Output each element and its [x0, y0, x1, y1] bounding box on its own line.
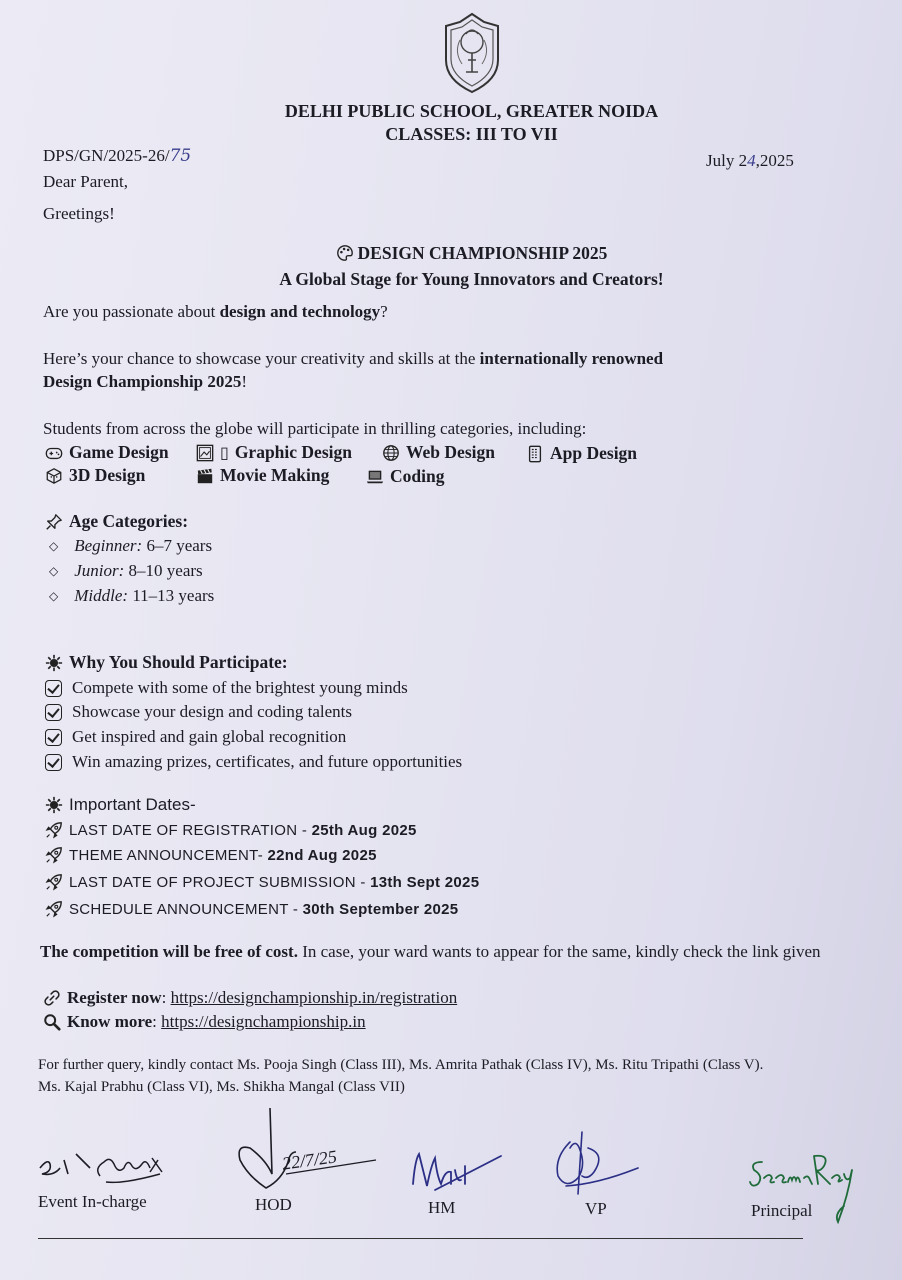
bottom-divider — [38, 1238, 803, 1239]
sparkle-icon — [45, 654, 63, 672]
date-value: 13th Sept 2025 — [370, 873, 480, 891]
age-name: Middle: — [74, 586, 129, 605]
date-label: LAST DATE OF REGISTRATION - — [69, 821, 312, 839]
dates-heading — [45, 795, 196, 815]
cost-rest: In case, your ward wants to appear for the same, kindly check the link given — [297, 942, 821, 961]
category-web-design — [382, 442, 495, 463]
letter-date — [706, 151, 794, 171]
palette-icon — [336, 244, 354, 262]
intro-p2-suffix: ! — [241, 372, 248, 391]
category-movie-making — [196, 465, 329, 486]
age-name: Beginner: — [74, 536, 143, 555]
clapper-icon — [196, 467, 214, 485]
category-label: Web Design — [406, 442, 495, 462]
category-graphic-design — [196, 442, 352, 463]
ref-prefix: DPS/GN/2025-26/ — [43, 146, 170, 165]
event-title-text: DESIGN CHAMPIONSHIP 2025 — [357, 243, 608, 263]
checkbox-icon — [45, 704, 62, 721]
event-subtitle: A Global Stage for Young Innovators and Creators! — [279, 269, 664, 289]
know-more-link[interactable]: https://designchampionship.in — [161, 1012, 366, 1031]
hm-signature — [405, 1140, 505, 1200]
register-line: Register now: https://designchampionship.in/registration — [43, 988, 457, 1008]
cost-line — [40, 942, 821, 962]
age-range: 11–13 years — [132, 586, 215, 605]
date-value: 30th September 2025 — [302, 900, 459, 918]
age-heading — [45, 511, 188, 532]
category-game-design — [45, 442, 169, 463]
age-item-middle — [49, 586, 214, 606]
date-item — [45, 846, 377, 864]
date-year: ,2025 — [755, 151, 794, 170]
dates-heading-text: Important Dates- — [69, 795, 196, 814]
category-label: 3D Design — [69, 465, 146, 485]
hod-label: HOD — [255, 1195, 292, 1214]
hod-signature — [230, 1104, 380, 1194]
vp-signature — [548, 1128, 643, 1198]
date-day-handwritten: 4 — [747, 151, 756, 170]
ref-number-handwritten: 75 — [169, 146, 192, 166]
why-heading — [45, 652, 288, 673]
vp-label: VP — [585, 1199, 607, 1218]
date-item — [45, 873, 479, 891]
school-name: DELHI PUBLIC SCHOOL, GREATER NOIDA — [284, 101, 659, 121]
checkbox-icon — [45, 729, 62, 746]
age-item-beginner — [49, 536, 212, 556]
classes-line: CLASSES: III TO VII — [385, 124, 558, 144]
diamond-bullet-icon: ◇ — [49, 588, 59, 603]
date-item — [45, 900, 458, 918]
register-label: Register now — [67, 988, 162, 1007]
phone-app-icon — [526, 445, 544, 463]
category-label: Coding — [390, 466, 445, 486]
diamond-bullet-icon: ◇ — [49, 538, 59, 553]
why-item-text: Win amazing prizes, certificates, and future opportunities — [72, 752, 463, 771]
intro-q-prefix: Are you passionate about — [43, 302, 220, 321]
diamond-bullet-icon: ◇ — [49, 563, 59, 578]
missing-glyph-box: ▯ — [220, 444, 229, 462]
category-3d-design — [45, 465, 145, 486]
intro-chance-line1 — [43, 349, 663, 369]
why-heading-text: Why You Should Participate: — [69, 652, 288, 672]
register-link[interactable]: https://designchampionship.in/registration — [170, 988, 458, 1007]
date-value: 25th Aug 2025 — [311, 821, 417, 839]
date-label: THEME ANNOUNCEMENT- — [69, 846, 268, 864]
know-more-line: Know more: https://designchampionship.in — [43, 1012, 366, 1032]
why-item-text: Get inspired and gain global recognition — [72, 727, 347, 746]
gamepad-icon — [45, 444, 63, 462]
sparkle-icon — [45, 796, 63, 814]
event-title — [0, 243, 902, 264]
intro-p2-prefix: Here’s your chance to showcase your creativity and skills at the — [43, 349, 480, 368]
why-item-text: Compete with some of the brightest young minds — [72, 678, 408, 697]
hod-date-handwritten: 22/7/25 — [280, 1146, 339, 1174]
why-item — [45, 678, 408, 698]
cost-bold: The competition will be free of cost. — [40, 942, 298, 961]
category-label: App Design — [550, 443, 638, 463]
date-label: LAST DATE OF PROJECT SUBMISSION - — [69, 873, 371, 891]
intro-p2-bold2: Design Championship 2025 — [43, 372, 242, 391]
why-item — [45, 727, 346, 747]
checkbox-icon — [45, 680, 62, 697]
hm-label: HM — [428, 1198, 456, 1217]
rocket-icon — [45, 846, 63, 864]
date-item — [45, 821, 417, 839]
rocket-icon — [45, 900, 63, 918]
picture-frame-icon — [196, 444, 214, 462]
category-label: Game Design — [69, 442, 169, 462]
intro-q-bold: design and technology — [219, 302, 381, 321]
event-incharge-signature — [34, 1138, 169, 1194]
greeting: Greetings! — [43, 204, 115, 223]
category-label: Movie Making — [220, 465, 330, 485]
category-app-design — [526, 443, 637, 464]
intro-question — [43, 302, 388, 322]
date-label: SCHEDULE ANNOUNCEMENT - — [69, 900, 303, 918]
link-icon — [43, 989, 61, 1007]
age-range: 6–7 years — [146, 536, 213, 555]
date-value: 22nd Aug 2025 — [267, 846, 377, 864]
age-item-junior — [49, 561, 203, 581]
why-item-text: Showcase your design and coding talents — [72, 702, 352, 721]
salutation: Dear Parent, — [43, 172, 128, 191]
intro-categories-line: Students from across the globe will participate in thrilling categories, including: — [43, 419, 587, 438]
category-label: Graphic Design — [234, 442, 352, 462]
rocket-icon — [45, 821, 63, 839]
know-label: Know more — [67, 1012, 153, 1031]
laptop-icon — [366, 468, 384, 486]
age-name: Junior: — [74, 561, 125, 580]
rocket-icon — [45, 873, 63, 891]
why-item — [45, 702, 352, 722]
age-range: 8–10 years — [128, 561, 203, 580]
intro-q-suffix: ? — [380, 302, 388, 321]
principal-label: Principal — [751, 1201, 813, 1220]
intro-p2-bold1: internationally renowned — [479, 349, 664, 368]
reference-number — [43, 146, 191, 166]
checkbox-icon — [45, 754, 62, 771]
contact-line-1: For further query, kindly contact Ms. Pooja Singh (Class III), Ms. Amrita Pathak (Class IV), Ms. Ritu Tripathi (Class V). — [38, 1057, 764, 1073]
category-coding — [366, 466, 444, 487]
why-item — [45, 752, 462, 772]
globe-icon — [382, 444, 400, 462]
magnifier-icon — [43, 1013, 61, 1031]
intro-chance-line2 — [43, 372, 247, 392]
cube-icon — [45, 467, 63, 485]
date-month: July 2 — [706, 151, 748, 170]
school-crest-logo — [440, 12, 504, 94]
event-incharge-label: Event In-charge — [38, 1192, 147, 1211]
contact-line-2: Ms. Kajal Prabhu (Class VI), Ms. Shikha Mangal (Class VII) — [38, 1079, 405, 1095]
pushpin-icon — [45, 513, 63, 531]
age-heading-text: Age Categories: — [69, 511, 189, 531]
